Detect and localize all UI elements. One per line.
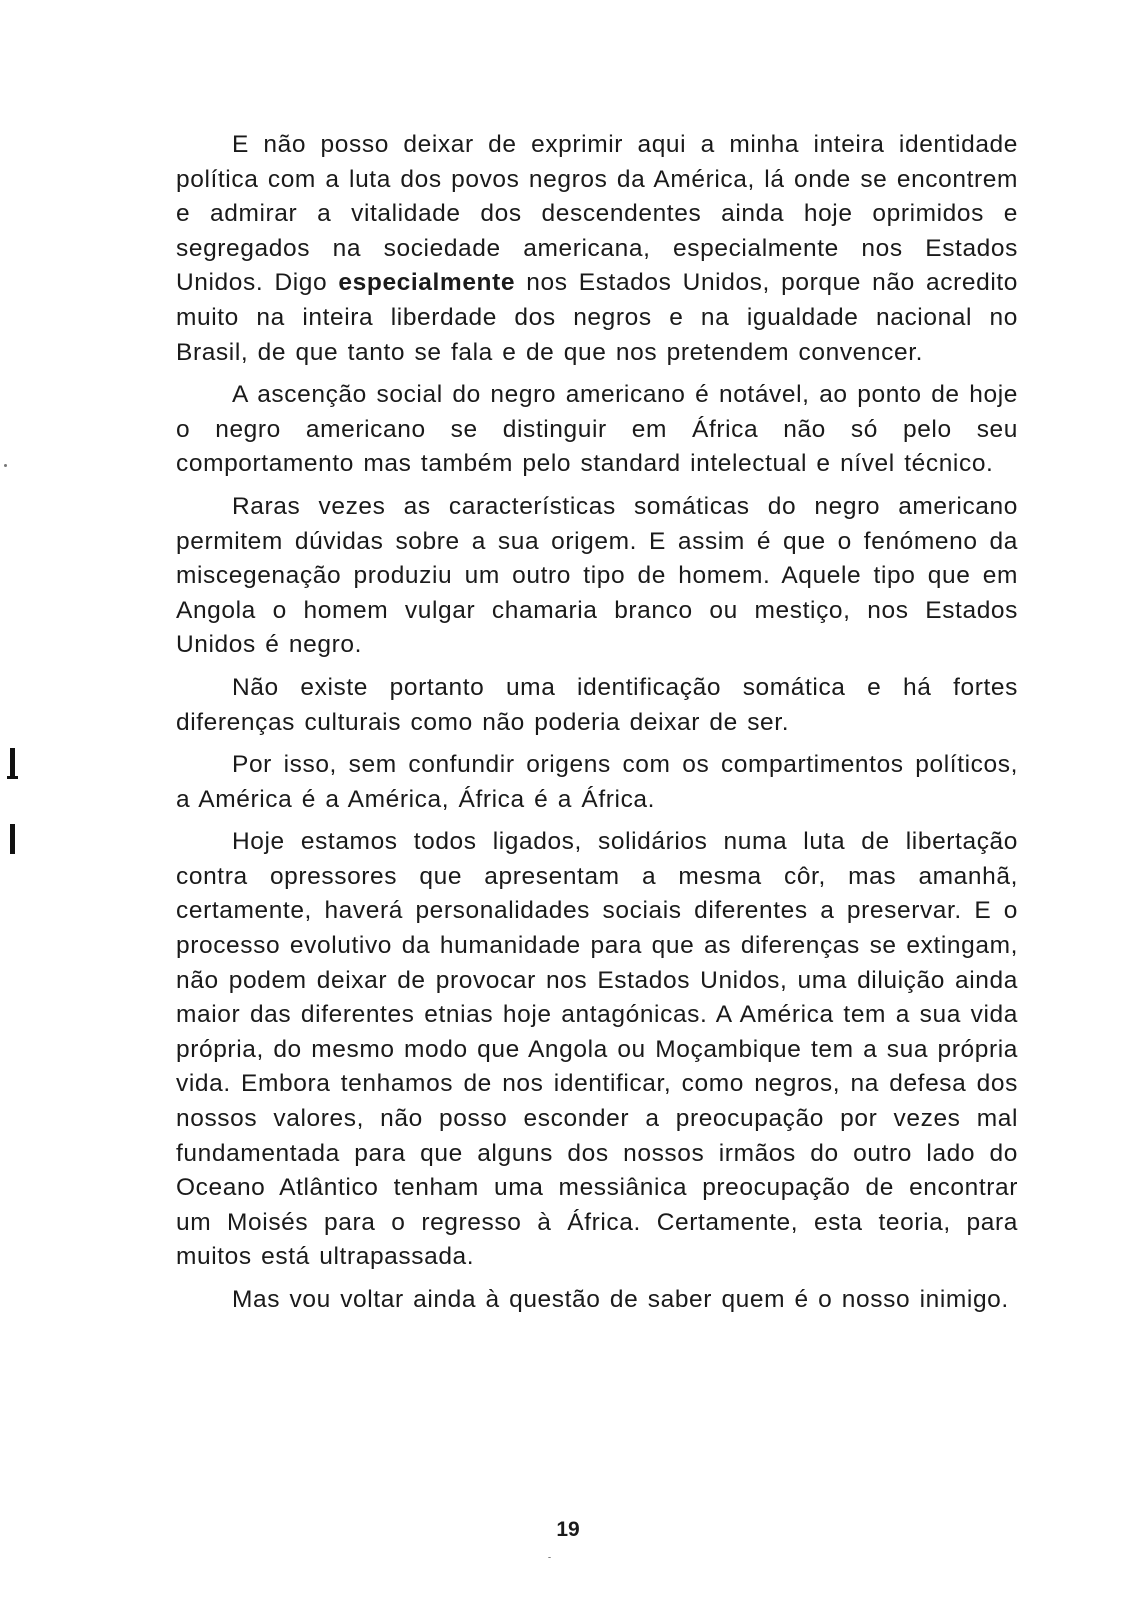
binding-mark-upper-foot bbox=[7, 776, 18, 779]
paragraph-1-text: E não posso deixar de exprimir aqui a minha inteira identidade política com a luta dos povos negros da América, lá onde se encontrem e admirar a vitalidade dos descendentes ainda hoje oprimidos e segregados na sociedade americana, especialmente nos Estados Unidos. Digo bbox=[176, 131, 1018, 297]
paragraph-1-text-end: nos Estados Unidos, porque não acredito muito na inteira liberdade dos negros e na igualdade nacional no Brasil, de que tanto se fala e de que nos pretendem convencer. bbox=[176, 269, 1018, 366]
emphasis-especialmente: especialmente bbox=[338, 269, 516, 297]
paragraph-2: A ascenção social do negro americano é notável, ao ponto de hoje o negro americano se distinguir em África não só pelo seu comportamento mas também pelo standard intelectual e nível técnico. bbox=[176, 381, 1018, 478]
scan-speck-bottom bbox=[548, 1557, 551, 1558]
paragraph-3: Raras vezes as características somáticas do negro americano permitem dúvidas sobre a sua origem. E assim é que o fenómeno da miscegenação produziu um outro tipo de homem. Aquele tipo que em Angola o homem vulgar chamaria branco ou mestiço, nos Estados Unidos é negro. bbox=[176, 492, 1018, 659]
paragraph-6: Hoje estamos todos ligados, solidários numa luta de libertação contra opressores que apresentam a mesma côr, mas amanhã, certamente, haverá personalidades sociais diferentes a preservar. E o processo evolutivo da humanidade para que as diferenças se extingam, não podem deixar de provocar nos Estados Unidos, uma diluição ainda maior das diferentes etnias hoje antagónicas. A América tem a sua vida própria, do mesmo modo que Angola ou Moçambique tem a sua própria vida. Embora tenhamos de nos identificar, como negros, na defesa dos nossos valores, não posso esconder a preocupação por vezes mal fundamentada para que alguns dos nossos irmãos do outro lado do Oceano Atlântico tenham uma messiânica preocupação de encontrar um Moisés para o regresso à África. Certamente, esta teoria, para muitos está ultrapassada. bbox=[176, 828, 1018, 1271]
paragraph-5: Por isso, sem confundir origens com os compartimentos políticos, a América é a América, África é a África. bbox=[176, 751, 1018, 813]
body-text bbox=[176, 128, 1018, 1326]
page-number: 19 bbox=[556, 1518, 580, 1541]
paragraph-4: Não existe portanto uma identificação somática e há fortes diferenças culturais como não poderia deixar de ser. bbox=[176, 673, 1018, 736]
binding-mark-lower bbox=[10, 824, 15, 854]
paragraph-1 bbox=[176, 128, 1018, 370]
paragraph-7: Mas vou voltar ainda à questão de saber quem é o nosso inimigo. bbox=[232, 1286, 1009, 1313]
binding-mark-upper bbox=[10, 748, 15, 778]
scan-speck bbox=[4, 464, 7, 467]
